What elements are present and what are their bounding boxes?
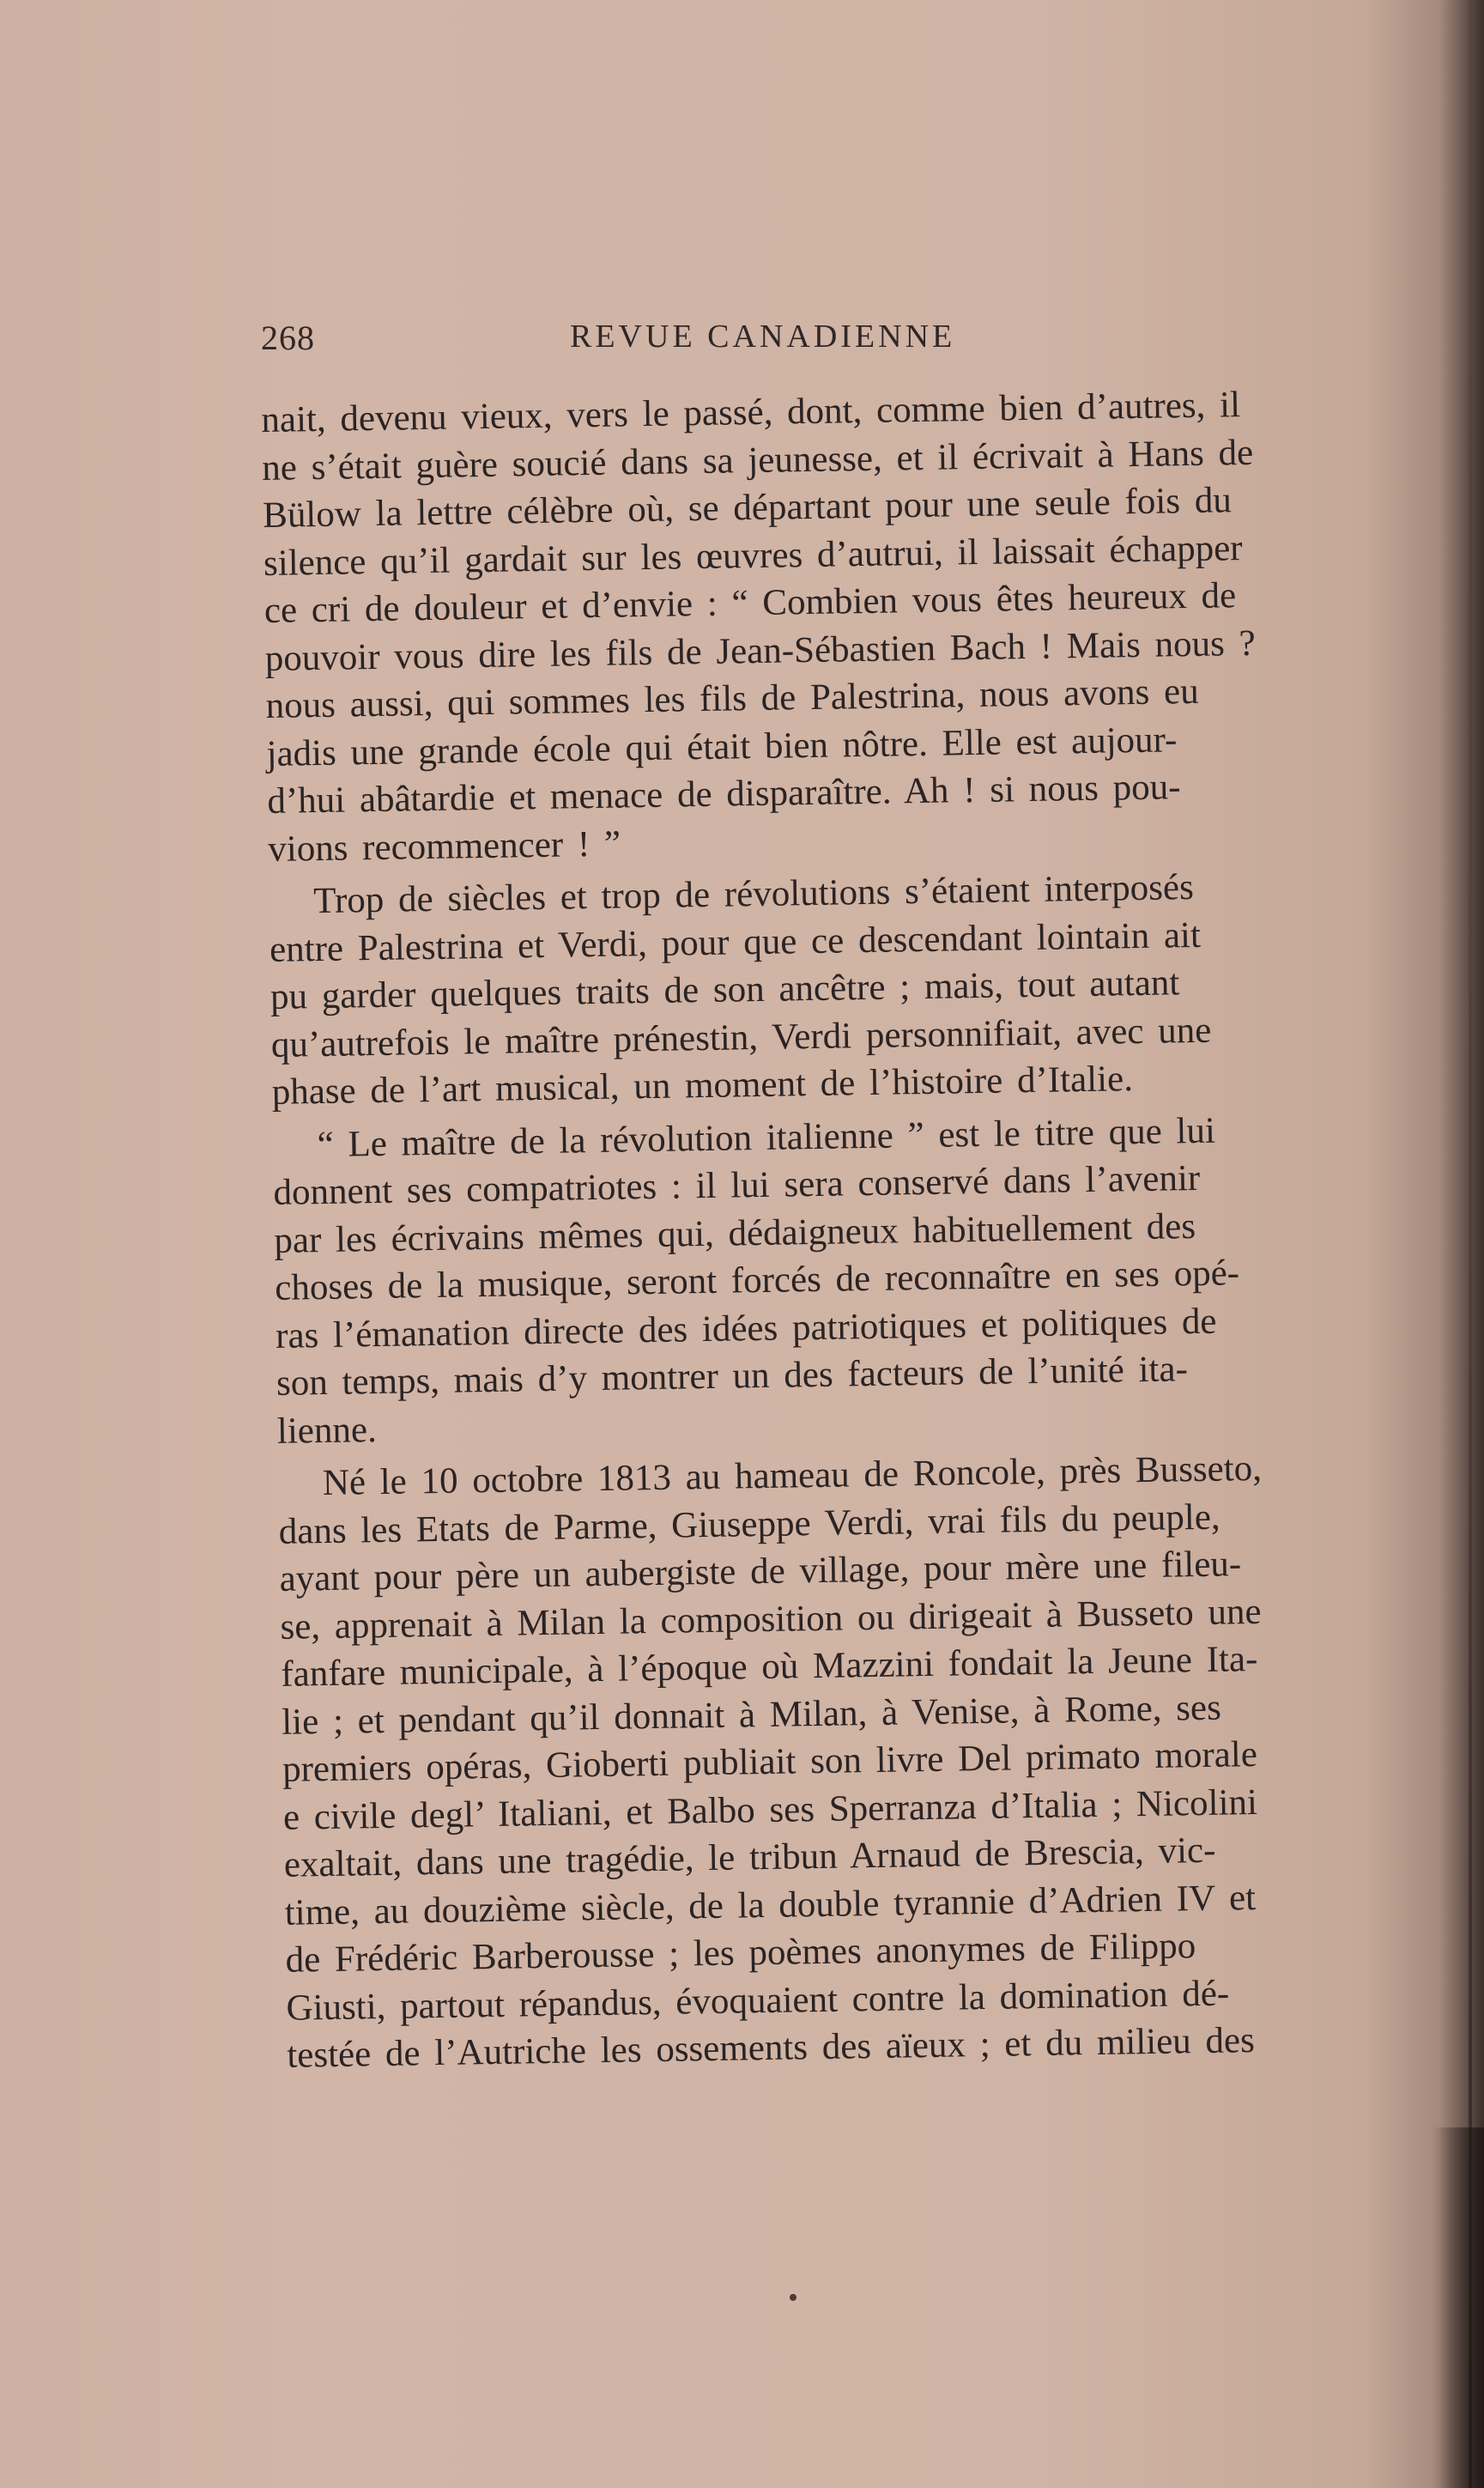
text-line: nous aussi, qui sommes les fils de Palestrina, nous avons eu bbox=[265, 671, 1200, 726]
text-line: premiers opéras, Gioberti publiait son livre Del primato morale bbox=[282, 1733, 1258, 1790]
page-number: 268 bbox=[261, 319, 315, 357]
text-line: testée de l’Autriche les ossements des aïeux ; et du milieu des bbox=[286, 2020, 1256, 2076]
text-line: Bülow la lettre célèbre où, se départant pour une seule fois du bbox=[262, 480, 1233, 536]
text-line: dans les Etats de Parme, Giuseppe Verdi, vrai fils du peuple, bbox=[278, 1496, 1221, 1552]
text-line: de Frédéric Barberousse ; les poèmes anonymes de Filippo bbox=[285, 1926, 1196, 1981]
text-line: par les écrivains mêmes qui, dédaigneux habituellement des bbox=[274, 1205, 1196, 1261]
text-line: qu’autrefois le maître prénestin, Verdi personnifiait, avec une bbox=[270, 1010, 1212, 1065]
text-line: donnent ses compatriotes : il lui sera conservé dans l’avenir bbox=[273, 1157, 1201, 1213]
text-line: phase de l’art musical, un moment de l’histoire d’Italie. bbox=[271, 1059, 1134, 1113]
text-line: choses de la musique, seront forcés de reconnaître en ses opé- bbox=[274, 1253, 1240, 1308]
text-line: vions recommencer ! ” bbox=[267, 822, 621, 870]
running-title: REVUE CANADIENNE bbox=[570, 319, 956, 355]
text-line: ayant pour père un aubergiste de village, pour mère une fileu- bbox=[279, 1544, 1242, 1599]
text-line: exaltait, dans une tragédie, le tribun Arnaud de Brescia, vic- bbox=[283, 1830, 1216, 1885]
text-line: se, apprenait à Milan la composition ou dirigeait à Busseto une bbox=[280, 1591, 1262, 1648]
text-line: lienne. bbox=[276, 1409, 378, 1452]
text-line: jadis une grande école qui était bien nôtre. Elle est aujour- bbox=[266, 719, 1178, 774]
text-line: fanfare municipale, à l’époque où Mazzini fondait la Jeune Ita- bbox=[281, 1638, 1258, 1695]
text-line: Né le 10 octobre 1813 au hameau de Roncole, près Busseto, bbox=[322, 1447, 1263, 1504]
text-line: ras l’émanation directe des idées patriotiques et politiques de bbox=[275, 1301, 1217, 1356]
ink-speck bbox=[790, 2294, 797, 2301]
text-line: d’hui abâtardie et menace de disparaître. Ah ! si nous pou- bbox=[267, 767, 1181, 822]
text-line: e civile degl’ Italiani, et Balbo ses Sperranza d’Italia ; Nicolini bbox=[282, 1781, 1258, 1838]
text-line: time, au douzième siècle, de la double tyrannie d’Adrien IV et bbox=[284, 1877, 1257, 1933]
body-text bbox=[261, 379, 1381, 2079]
text-line: ne s’était guère soucié dans sa jeunesse, et il écrivait à Hans de bbox=[261, 432, 1254, 488]
text-line: son temps, mais d’y montrer un des facteurs de l’unité ita- bbox=[276, 1349, 1189, 1404]
text-line: pouvoir vous dire les fils de Jean-Sébastien Bach ! Mais nous ? bbox=[264, 622, 1256, 679]
text-line: pu garder quelques traits de son ancêtre ; mais, tout autant bbox=[270, 962, 1180, 1017]
text-line: ce cri de douleur et d’envie : “ Combien vous êtes heureux de bbox=[263, 575, 1237, 631]
page-shadow bbox=[1433, 2127, 1484, 2488]
text-line: entre Palestrina et Verdi, pour que ce descendant lointain ait bbox=[269, 914, 1202, 970]
text-line: nait, devenu vieux, vers le passé, dont, comme bien d’autres, il bbox=[261, 385, 1241, 440]
text-line: “ Le maître de la révolution italienne ” est le titre que lui bbox=[317, 1110, 1216, 1165]
text-line: lie ; et pendant qu’il donnait à Milan, à Venise, à Rome, ses bbox=[281, 1687, 1222, 1743]
text-line: Trop de siècles et trop de révolutions s’étaient interposés bbox=[312, 867, 1195, 922]
text-line: silence qu’il gardait sur les œuvres d’autrui, il laissait échapper bbox=[263, 527, 1243, 584]
text-line: Giusti, partout répandus, évoquaient contre la domination dé- bbox=[286, 1973, 1230, 2029]
page-edge bbox=[1469, 0, 1472, 2488]
page-header bbox=[261, 318, 1045, 366]
